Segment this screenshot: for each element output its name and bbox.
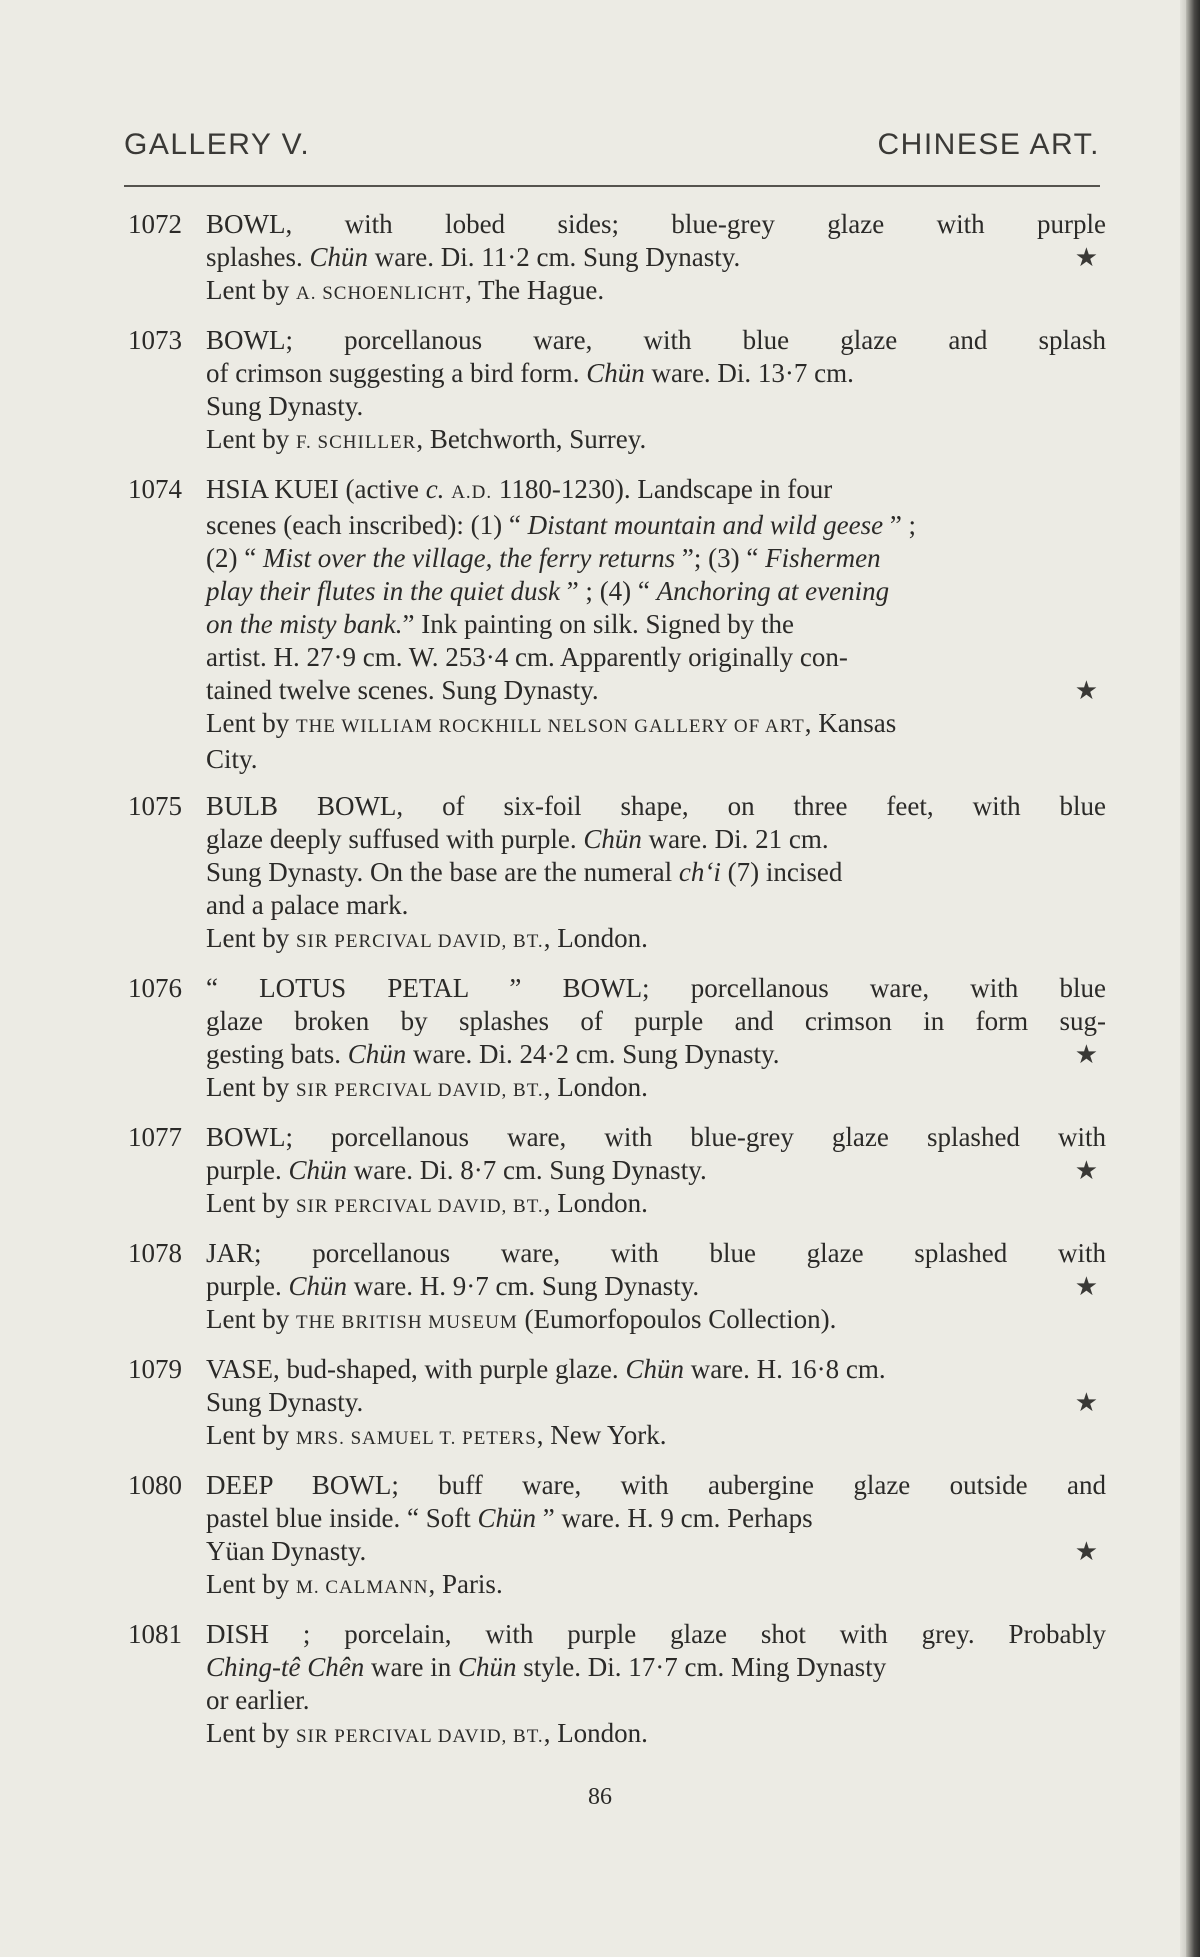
entry-line: Ching-tê Chên ware in Chün style. Di. 17·7 cm. Ming Dynasty [206, 1652, 887, 1682]
entry-number: 1076 [128, 973, 182, 1003]
lender-line: Lent by THE WILLIAM ROCKHILL NELSON GALLERY OF ART, Kansas [206, 708, 897, 738]
entry-text [206, 324, 1106, 459]
page-number: 86 [588, 1784, 612, 1810]
entry-text [206, 1353, 1106, 1455]
entry-line: DISH ; porcelain, with purple glaze shot with grey. Probably [206, 1619, 1106, 1649]
lender-line: City. [206, 744, 258, 774]
star-icon: ★ [1074, 1040, 1098, 1069]
lender-name: F. SCHILLER [295, 432, 417, 453]
entry-number: 1080 [128, 1470, 182, 1500]
entry-text [206, 790, 1106, 958]
entry-number: 1073 [128, 325, 182, 355]
star-icon: ★ [1074, 676, 1098, 705]
lender-line: Lent by THE BRITISH MUSEUM (Eumorfopoulos Collection). [206, 1304, 837, 1334]
entry-line: or earlier. [206, 1685, 310, 1715]
entry-line: purple. Chün ware. H. 9·7 cm. Sung Dynasty. ★ [206, 1271, 1098, 1301]
star-icon: ★ [1074, 1388, 1098, 1417]
entry-line: DEEP BOWL; buff ware, with aubergine glaze outside and [206, 1470, 1106, 1500]
star-icon: ★ [1074, 1156, 1098, 1185]
entry-list [128, 208, 1108, 1767]
entry-line: Sung Dynasty. [206, 391, 364, 421]
lender-line: Lent by F. SCHILLER, Betchworth, Surrey. [206, 424, 647, 454]
header-gallery: GALLERY V. [124, 128, 311, 161]
lender-line: Lent by SIR PERCIVAL DAVID, BT., London. [206, 1072, 648, 1102]
entry-number: 1079 [128, 1354, 182, 1384]
entry-text [206, 1469, 1106, 1604]
star-icon: ★ [1074, 1537, 1098, 1566]
entry-text [206, 972, 1106, 1107]
entry-line: BULB BOWL, of six-foil shape, on three feet, with blue [206, 791, 1106, 821]
entry-line: (2) “ Mist over the village, the ferry returns ”; (3) “ Fishermen [206, 543, 881, 573]
lender-line: Lent by SIR PERCIVAL DAVID, BT., London. [206, 1188, 648, 1218]
entry-line: of crimson suggesting a bird form. Chün ware. Di. 13·7 cm. [206, 358, 854, 388]
entry-line: Sung Dynasty. ★ [206, 1387, 1098, 1417]
catalogue-entry [128, 790, 1108, 958]
header-section: CHINESE ART. [877, 128, 1100, 161]
entry-line: Yüan Dynasty. ★ [206, 1536, 1098, 1566]
entry-line: scenes (each inscribed): (1) “ Distant mountain and wild geese ” ; [206, 510, 917, 540]
entry-number: 1075 [128, 791, 182, 821]
entry-text [206, 208, 1106, 310]
lender-line: Lent by SIR PERCIVAL DAVID, BT., London. [206, 923, 648, 953]
entry-line: artist. H. 27·9 cm. W. 253·4 cm. Apparently originally con- [206, 642, 848, 672]
catalogue-entry [128, 324, 1108, 459]
book-spine [1186, 0, 1200, 1957]
entry-line: BOWL; porcellanous ware, with blue-grey glaze splashed with [206, 1122, 1106, 1152]
entry-text [206, 1618, 1106, 1753]
catalogue-entry [128, 208, 1108, 310]
catalogue-entry [128, 1237, 1108, 1339]
entry-line: and a palace mark. [206, 890, 409, 920]
entry-text [206, 1237, 1106, 1339]
entry-number: 1072 [128, 209, 182, 239]
entry-number: 1078 [128, 1238, 182, 1268]
entry-line: HSIA KUEI (active c. A.D. 1180-1230). Landscape in four [206, 474, 833, 504]
entry-line: “ LOTUS PETAL ” BOWL; porcellanous ware, with blue [206, 973, 1106, 1003]
entry-line: glaze broken by splashes of purple and crimson in form sug- [206, 1006, 1106, 1036]
entry-line: Sung Dynasty. On the base are the numeral ch‘i (7) incised [206, 857, 843, 887]
entry-line: purple. Chün ware. Di. 8·7 cm. Sung Dynasty. ★ [206, 1155, 1098, 1185]
entry-number: 1074 [128, 474, 182, 504]
lender-name: SIR PERCIVAL DAVID, BT. [295, 1196, 544, 1217]
entry-number: 1081 [128, 1619, 182, 1649]
lender-line: Lent by SIR PERCIVAL DAVID, BT., London. [206, 1718, 648, 1748]
lender-name: SIR PERCIVAL DAVID, BT. [295, 931, 544, 952]
lender-line: Lent by M. CALMANN, Paris. [206, 1569, 503, 1599]
lender-name: M. CALMANN [295, 1577, 429, 1598]
lender-name: THE BRITISH MUSEUM [295, 1312, 518, 1333]
entry-number: 1077 [128, 1122, 182, 1152]
lender-name: SIR PERCIVAL DAVID, BT. [295, 1080, 544, 1101]
entry-text [206, 473, 1106, 776]
catalogue-entry [128, 1469, 1108, 1604]
star-icon: ★ [1074, 1272, 1098, 1301]
entry-line: BOWL, with lobed sides; blue-grey glaze with purple [206, 209, 1106, 239]
catalogue-entry [128, 1353, 1108, 1455]
entry-line: splashes. Chün ware. Di. 11·2 cm. Sung Dynasty. ★ [206, 242, 1098, 272]
entry-line: on the misty bank.” Ink painting on silk. Signed by the [206, 609, 794, 639]
lender-name: A. SCHOENLICHT [295, 283, 466, 304]
lender-line: Lent by MRS. SAMUEL T. PETERS, New York. [206, 1420, 667, 1450]
lender-line: Lent by A. SCHOENLICHT, The Hague. [206, 275, 605, 305]
header-rule [124, 185, 1100, 187]
entry-line: glaze deeply suffused with purple. Chün ware. Di. 21 cm. [206, 824, 829, 854]
catalogue-entry [128, 1121, 1108, 1223]
lender-name: SIR PERCIVAL DAVID, BT. [295, 1726, 544, 1747]
lender-name: THE WILLIAM ROCKHILL NELSON GALLERY OF ART [295, 716, 805, 737]
entry-text [206, 1121, 1106, 1223]
star-icon: ★ [1074, 243, 1098, 272]
lender-name: MRS. SAMUEL T. PETERS [295, 1428, 537, 1449]
entry-line: BOWL; porcellanous ware, with blue glaze and splash [206, 325, 1106, 355]
entry-line: tained twelve scenes. Sung Dynasty. ★ [206, 675, 1098, 705]
catalogue-entry [128, 473, 1108, 776]
entry-line: pastel blue inside. “ Soft Chün ” ware. H. 9 cm. Perhaps [206, 1503, 813, 1533]
catalogue-entry [128, 972, 1108, 1107]
entry-line: play their flutes in the quiet dusk ” ; (4) “ Anchoring at evening [206, 576, 890, 606]
entry-line: gesting bats. Chün ware. Di. 24·2 cm. Sung Dynasty. ★ [206, 1039, 1098, 1069]
entry-line: VASE, bud-shaped, with purple glaze. Chün ware. H. 16·8 cm. [206, 1354, 886, 1384]
entry-line: JAR; porcellanous ware, with blue glaze splashed with [206, 1238, 1106, 1268]
catalogue-entry [128, 1618, 1108, 1753]
